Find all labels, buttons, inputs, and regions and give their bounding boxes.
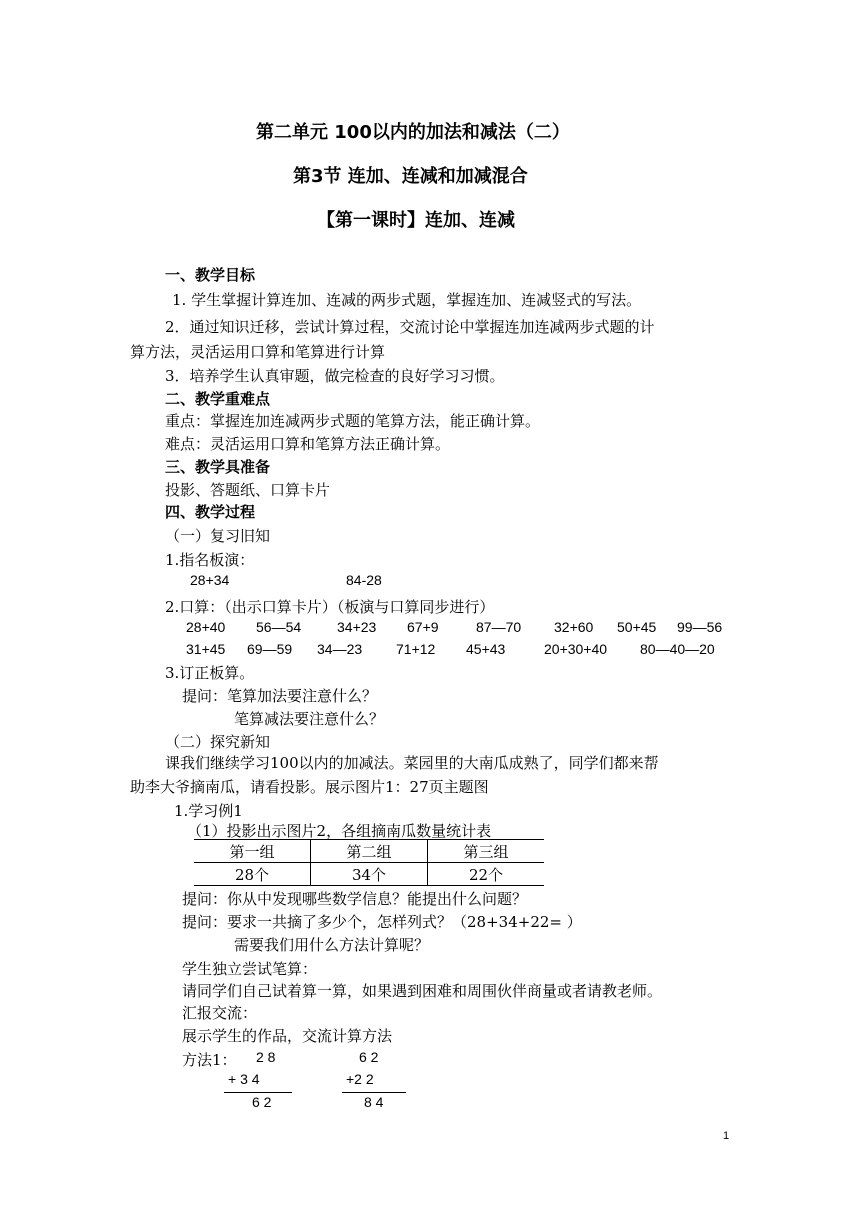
difficulty: 难点：灵活运用口算和笔算方法正确计算。	[165, 435, 451, 453]
objective-2b: 算方法，灵活运用口算和笔算进行计算	[130, 343, 386, 361]
calc2-top: 6 2	[359, 1049, 379, 1065]
oral-item: 71+12	[396, 641, 436, 657]
calc2-mid: +2 2	[346, 1071, 374, 1087]
table-header: 第二组	[311, 840, 428, 863]
oral-item: 28+40	[186, 619, 226, 635]
unit-title: 第二单元 100以内的加法和减法（二）	[256, 122, 570, 143]
ask-2: 笔算减法要注意什么？	[234, 710, 385, 728]
calc2-rule	[342, 1092, 406, 1093]
objective-3: 3．培养学生认真审题，做完检查的良好学习习惯。	[165, 367, 505, 385]
board-expr-b: 84-28	[346, 572, 382, 588]
oral-item: 87—70	[476, 619, 522, 635]
oral-item: 20+30+40	[544, 641, 608, 657]
oral-item: 67+9	[407, 619, 439, 635]
oral-item: 34+23	[337, 619, 377, 635]
try-label: 学生独立尝试笔算：	[182, 960, 318, 978]
oral-label: 2.口算：（出示口算卡片）（板演与口算同步进行）	[165, 598, 495, 616]
oral-item: 99—56	[677, 619, 723, 635]
correct-label: 3.订正板算。	[165, 664, 255, 682]
oral-item: 32+60	[554, 619, 594, 635]
oral-item: 45+43	[466, 641, 506, 657]
heading-key-points: 二、教学重难点	[165, 390, 271, 408]
objective-1: 1. 学生掌握计算连加、连减的两步式题，掌握连加、连减竖式的写法。	[172, 291, 642, 309]
intro-b: 助李大爷摘南瓜，请看投影。展示图片1：27页主题图	[130, 778, 489, 796]
table-header: 第三组	[428, 840, 545, 863]
page-number: 1	[723, 1130, 730, 1142]
question-3: 需要我们用什么方法计算呢？	[234, 936, 430, 954]
intro-a: 课我们继续学习100以内的加减法。菜园里的大南瓜成熟了，同学们都来帮	[165, 754, 659, 772]
board-label: 1.指名板演：	[165, 551, 255, 569]
objective-2a: 2．通过知识迁移，尝试计算过程，交流讨论中掌握连加连减两步式题的计	[165, 318, 655, 336]
question-2: 提问：要求一共摘了多少个，怎样列式？（28+34+22= ）	[182, 913, 582, 931]
table-cell: 34个	[311, 863, 428, 886]
explore-heading: （二）探究新知	[165, 733, 271, 751]
oral-item: 50+45	[617, 619, 657, 635]
heading-materials: 三、教学具准备	[165, 458, 271, 476]
table-cell: 28个	[194, 863, 311, 886]
materials: 投影、答题纸、口算卡片	[165, 481, 331, 499]
report-label: 汇报交流：	[182, 1004, 258, 1022]
table-header-row	[194, 840, 544, 863]
calc1-rule	[224, 1092, 292, 1093]
oral-item: 31+45	[186, 641, 226, 657]
example-1-step-1: （1）投影出示图片2，各组摘南瓜数量统计表	[187, 822, 492, 840]
calc2-result: 8 4	[364, 1094, 384, 1110]
calc1-top: 2 8	[256, 1049, 276, 1065]
section-title: 第3节 连加、连减和加减混合	[293, 166, 528, 187]
oral-item: 69—59	[247, 641, 293, 657]
review-heading: （一）复习旧知	[165, 527, 271, 545]
table-cell: 22个	[428, 863, 545, 886]
lesson-title: 【第一课时】连加、连减	[317, 210, 515, 231]
show-work: 展示学生的作品，交流计算方法	[182, 1027, 393, 1045]
key-point: 重点：掌握连加连减两步式题的笔算方法，能正确计算。	[165, 412, 541, 430]
calc1-result: 6 2	[252, 1094, 272, 1110]
question-1: 提问：你从中发现哪些数学信息？能提出什么问题？	[182, 890, 528, 908]
oral-item: 56—54	[256, 619, 302, 635]
oral-item: 34—23	[317, 641, 363, 657]
board-expr-a: 28+34	[190, 572, 230, 588]
try-help: 请同学们自己试着算一算，如果遇到困难和周围伙伴商量或者请教老师。	[182, 982, 663, 1000]
pumpkin-table	[194, 839, 544, 886]
example-1: 1.学习例1	[174, 802, 243, 820]
calc1-mid: + 3 4	[228, 1071, 260, 1087]
heading-objectives: 一、教学目标	[165, 266, 256, 284]
method-label: 方法1：	[182, 1051, 237, 1069]
heading-process: 四、教学过程	[165, 503, 256, 521]
table-header: 第一组	[194, 840, 311, 863]
table-row	[194, 863, 544, 886]
oral-item: 80—40—20	[640, 641, 715, 657]
ask-1: 提问：笔算加法要注意什么？	[182, 687, 378, 705]
